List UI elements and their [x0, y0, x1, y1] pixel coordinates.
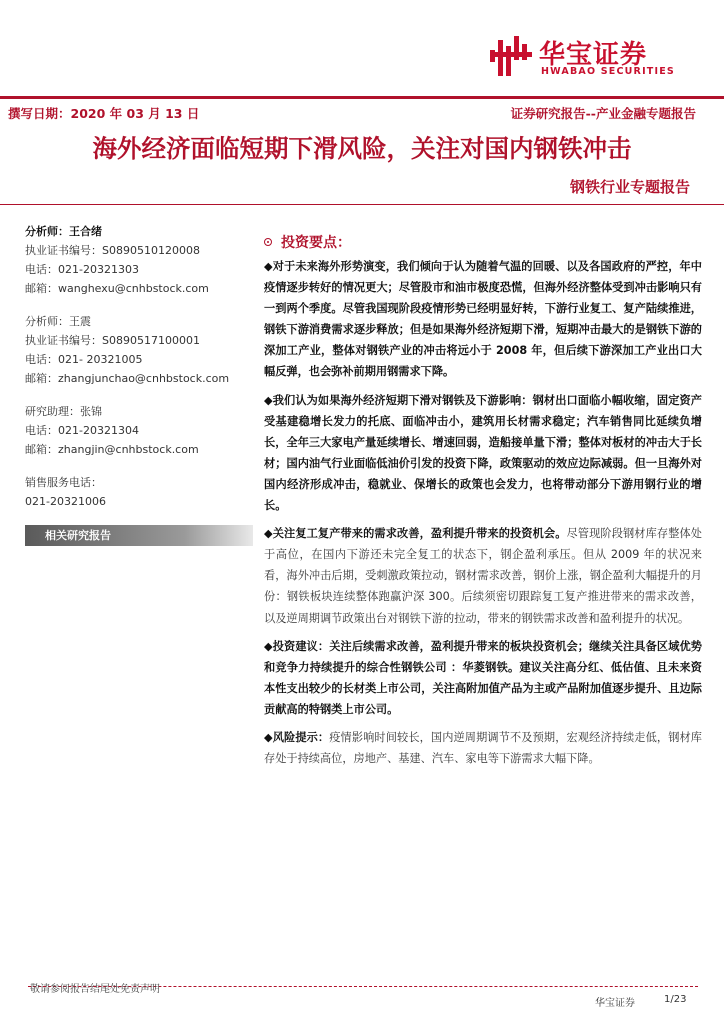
- analyst-name: 分析师：王震: [25, 315, 91, 328]
- key-points-section: [264, 232, 702, 776]
- report-subtitle: 钢铁行业专题报告: [569, 178, 690, 196]
- key-point-opportunity: [264, 523, 702, 628]
- company-logo: [489, 32, 699, 82]
- assistant-name: 研究助理：张锦: [25, 405, 102, 418]
- footer-page-number: 1/23: [664, 994, 687, 1005]
- key-point-risk: [264, 727, 702, 769]
- report-date: 撰写日期：2020 年 03 月 13 日: [8, 106, 200, 121]
- research-assistant: [25, 402, 255, 459]
- hwabao-logo-icon: [489, 34, 533, 78]
- key-point-impact: ◆我们认为如果海外经济短期下滑对钢铁及下游影响：钢材出口面临小幅收缩，固定资产受基建稳增长发力的托底、面临冲击小，建筑用长材需求稳定；汽车销售同比延续负增长，全年三大家电产量延续增长、增速回弱，造船接单量下滑；整体对板材的冲击大于长材；国内油气行业面临低油价引发的投资下降，政策驱动的效应边际减弱。但一旦海外对国内经济形成冲击，稳就业、保增长的政策也会发力，也将带动部分下游用钢行业的增长。: [264, 393, 702, 513]
- key-point-recommendation: ◆投资建议：关注后续需求改善，盈利提升带来的板块投资机会；继续关注具备区域优势和竞争力持续提升的综合性钢铁公司 ：华菱钢铁。建议关注高分红、低估值、且未来资本性支出较少的长材类上市公司，关注高附加值产品为主或产品附加值逐步提升、且边际贡献高的特钢类上市公司。: [264, 639, 702, 716]
- assistant-phone: 电话：021-20321304: [25, 424, 139, 437]
- footer-company: 华宝证券: [595, 998, 635, 1009]
- bullet-circle-icon: [264, 238, 272, 246]
- title-divider: [0, 204, 724, 205]
- footer-disclaimer: 敬请参阅报告结尾处免责声明: [30, 984, 160, 995]
- key-point-outlook: ◆对于未来海外形势演变，我们倾向于认为随着气温的回暖、以及各国政府的严控，年中疫情逐步转好的情况更大；尽管股市和油市极度恐慌，但海外经济整体受到冲击影响只有一到两个季度。尽管我国现阶段疫情形势已经明显好转，下游行业复工、复产陆续推进，钢铁下游消费需求逐步释放；但是如果海外经济短期下滑，短期冲击最大的是钢铁下游的深加工产业，整体对钢铁产业的冲击将远小于 2008 年，但后续下游深加工产业出口大幅反弹，也会弥补前期用钢需求下降。: [264, 260, 702, 379]
- analyst-wang-hexu: [25, 222, 255, 298]
- sales-phone: 021-20321006: [25, 495, 106, 508]
- analyst-email[interactable]: 邮箱：zhangjunchao@cnhbstock.com: [25, 372, 230, 385]
- key-points-header: [264, 232, 702, 256]
- sales-service: [25, 473, 255, 511]
- analyst-phone: 电话：021- 20321005: [25, 353, 143, 366]
- header-divider: [0, 96, 724, 99]
- key-point-body: 尽管现阶段钢材库存整体处于高位，在国内下游还未完全复工的状态下，钢企盈利承压。但从 2009 年的状况来看，海外冲击后期，受刺激政策拉动，钢材需求改善，钢价上涨，钢企盈利大幅提升的月份：钢铁板块连续整体跑赢沪深 300。后续须密切跟踪复工复产推进带来的需求改善，以及逆周期调节政策出台对钢铁下游的拉动，带来的钢铁需求改善和盈利提升的状况。: [264, 527, 702, 625]
- sales-label: 销售服务电话：: [25, 476, 102, 489]
- analyst-name: 分析师：王合绪: [25, 225, 102, 238]
- key-points-title: 投资要点：: [281, 235, 351, 251]
- key-point-body: 疫情影响时间较长，国内逆周期调节不及预期，宏观经济持续走低，钢材库存处于持续高位，房地产、基建、汽车、家电等下游需求大幅下降。: [264, 730, 702, 766]
- report-type: 证券研究报告--产业金融专题报告: [510, 106, 696, 121]
- report-title: 海外经济面临短期下滑风险，关注对国内钢铁冲击: [92, 134, 632, 163]
- analyst-license: 执业证书编号：S0890510120008: [25, 244, 200, 257]
- key-point-lead: ◆风险提示：: [264, 730, 330, 744]
- brand-name-en: HWABAO SECURITIES: [541, 66, 675, 77]
- assistant-email[interactable]: 邮箱：zhangjin@cnhbstock.com: [25, 443, 199, 456]
- analyst-wang-zhen: [25, 312, 255, 388]
- brand-name-cn: 华宝证券: [539, 40, 648, 70]
- analyst-email[interactable]: 邮箱：wanghexu@cnhbstock.com: [25, 282, 209, 295]
- analyst-phone: 电话：021-20321303: [25, 263, 139, 276]
- key-point-lead: ◆关注复工复产带来的需求改善，盈利提升带来的投资机会。: [264, 527, 567, 541]
- analyst-sidebar: [25, 222, 255, 546]
- related-reports-header: 相关研究报告: [25, 525, 253, 546]
- analyst-license: 执业证书编号：S0890517100001: [25, 334, 200, 347]
